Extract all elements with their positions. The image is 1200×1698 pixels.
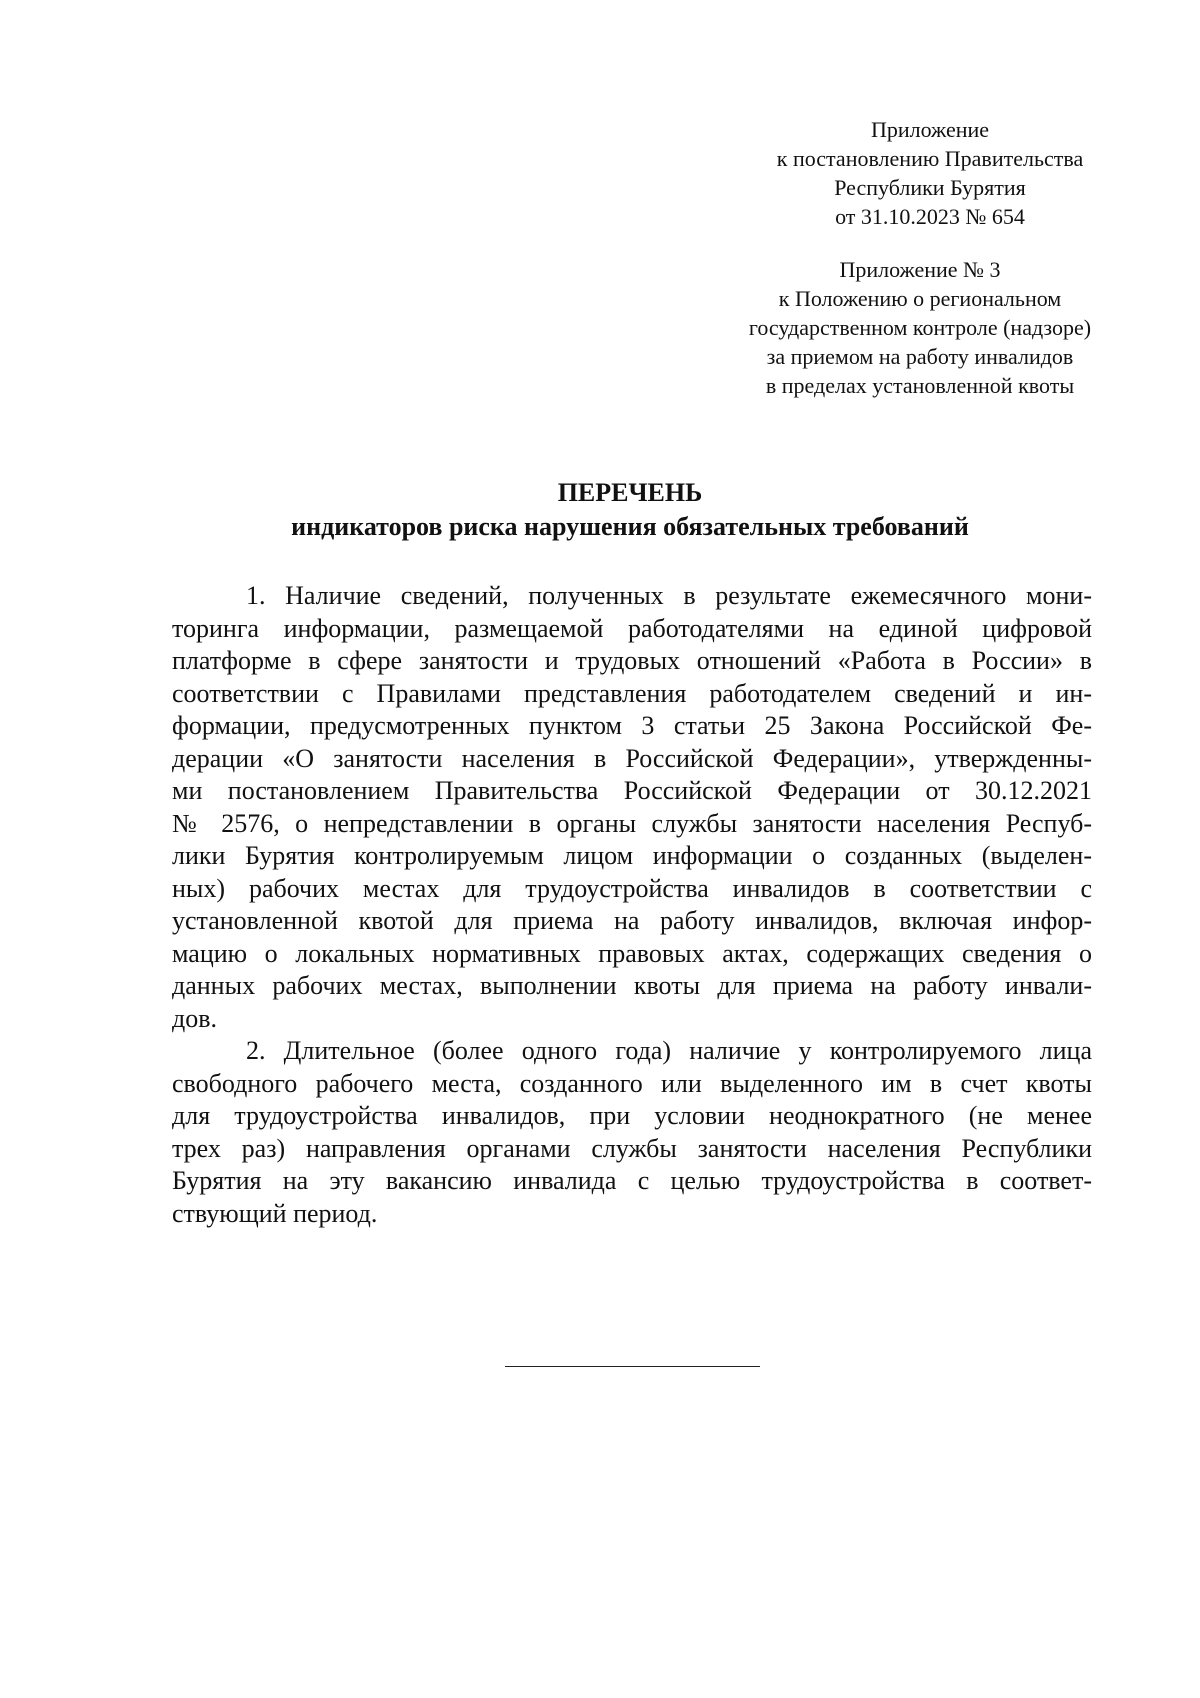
paragraph-line: ми постановлением Правительства Российской Федерации от 30.12.2021 (172, 776, 1092, 805)
paragraph-line: установленной квотой для приема на работу инвалидов, включая инфор- (172, 906, 1092, 935)
annex-main-line: от 31.10.2023 № 654 (835, 204, 1025, 229)
annex-sub-line: за приемом на работу инвалидов (766, 344, 1074, 369)
annex-sub-line: государственном контроле (надзоре) (748, 315, 1092, 340)
paragraph-line: 1. Наличие сведений, полученных в результате ежемесячного мони- (246, 581, 1092, 610)
annex-header-sub (680, 255, 1160, 400)
annex-main-line: Республики Бурятия (834, 175, 1026, 200)
title-heading: ПЕРЕЧЕНЬ (557, 478, 703, 507)
paragraph-line: свободного рабочего места, созданного или выделенного им в счет квоты (172, 1068, 1092, 1098)
document-body (172, 580, 1092, 1230)
annex-sub-line: Приложение № 3 (839, 257, 1001, 282)
paragraph-line: ных) рабочих местах для трудоустройства инвалидов в соответствии с (172, 873, 1092, 903)
annex-sub-line: к Положению о региональном (778, 286, 1062, 311)
annex-main-line: Приложение (870, 117, 990, 142)
paragraph-line: данных рабочих местах, выполнении квоты для приема на работу инвали- (172, 971, 1092, 1000)
paragraph-line: ствующий период. (172, 1198, 378, 1228)
paragraph-line: дов. (172, 1003, 218, 1033)
paragraph-1 (172, 580, 1092, 1035)
paragraph-line: № 2576, о непредставлении в органы службы занятости населения Респуб- (172, 808, 1092, 838)
paragraph-line: Бурятия на эту вакансию инвалида с целью трудоустройства в соответ- (172, 1166, 1092, 1195)
paragraph-line: лики Бурятия контролируемым лицом информации о созданных (выделен- (172, 841, 1092, 870)
paragraph-line: платформе в сфере занятости и трудовых отношений «Работа в России» в (172, 646, 1092, 675)
paragraph-line: дерации «О занятости населения в Российской Федерации», утвержденны- (172, 743, 1092, 773)
paragraph-line: торинга информации, размещаемой работодателями на единой цифровой (172, 613, 1092, 643)
paragraph-line: трех раз) направления органами службы занятости населения Республики (172, 1133, 1092, 1163)
paragraph-line: для трудоустройства инвалидов, при условии неоднократного (не менее (172, 1101, 1092, 1130)
end-separator-line (505, 1366, 760, 1367)
title-subheading: индикаторов риска нарушения обязательных требований (291, 512, 969, 541)
paragraph-line: мацию о локальных нормативных правовых актах, содержащих сведения о (172, 938, 1092, 968)
document-title (170, 476, 1090, 544)
paragraph-2 (172, 1035, 1092, 1230)
annex-sub-line: в пределах установленной квоты (765, 373, 1075, 398)
annex-main-line: к постановлению Правительства (776, 146, 1084, 171)
paragraph-line: формации, предусмотренных пунктом 3 статьи 25 Закона Российской Фе- (172, 711, 1092, 740)
paragraph-line: соответствии с Правилами представления работодателем сведений и ин- (172, 678, 1092, 708)
annex-header-main (700, 115, 1160, 231)
paragraph-line: 2. Длительное (более одного года) наличие у контролируемого лица (246, 1036, 1092, 1065)
